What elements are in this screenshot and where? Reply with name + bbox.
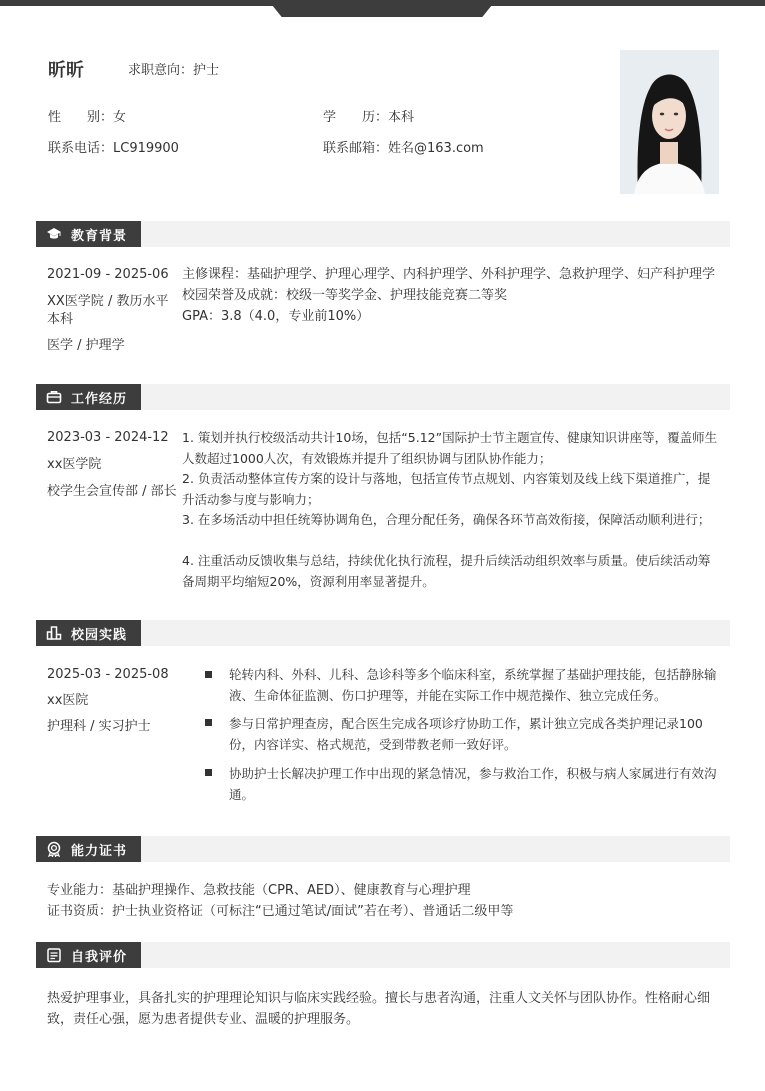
section-header-self (36, 942, 730, 968)
campus-role: 护理科 / 实习护士 (47, 719, 151, 734)
campus-item: 协助护士长解决护理工作中出现的紧急情况，参与救治工作，积极与病人家属进行有效沟通。 (229, 766, 717, 802)
section-tab-self (36, 942, 141, 968)
section-title-work: 工作经历 (71, 391, 128, 407)
award-badge-icon (46, 841, 62, 857)
education-major: 医学 / 护理学 (47, 338, 125, 353)
section-header-work (36, 384, 730, 410)
section-title-education: 教育背景 (71, 228, 128, 244)
candidate-name: 昕昕 (48, 60, 84, 81)
gender-field: 性 别：女 (48, 110, 127, 125)
section-title-self: 自我评价 (71, 949, 128, 965)
section-tab-skills (36, 836, 141, 862)
section-tab-campus (36, 620, 141, 646)
section-header-education (36, 221, 730, 247)
education-level-field: 学 历：本科 (323, 110, 415, 125)
education-courses: 主修课程：基础护理学、护理心理学、内科护理学、外科护理学、急救护理学、妇产科护理学 (182, 267, 716, 282)
section-header-campus (36, 620, 730, 646)
work-date: 2023-03 - 2024-12 (47, 430, 169, 445)
campus-item: 轮转内科、外科、儿科、急诊科等多个临床科室，系统掌握了基础护理技能，包括静脉输液、生命体征监测、伤口护理等，并能在实际工作中规范操作、独立完成任务。 (229, 667, 717, 703)
section-title-campus: 校园实践 (71, 627, 128, 643)
education-school: XX医学院 / 教历水平 (47, 294, 169, 309)
skills-certificates: 证书资质：护士执业资格证（可标注“已通过笔试/面试”若在考）、普通话二级甲等 (47, 904, 514, 919)
phone-field: 联系电话：LC919900 (48, 141, 179, 156)
email-field: 联系邮箱：姓名@163.com (323, 141, 484, 156)
bullet-marker (205, 769, 212, 776)
work-item: 1. 策划并执行校级活动共计10场，包括“5.12”国际护士节主题宣传、健康知识讲座等，覆盖师生人数超过1000人次，有效锻炼并提升了组织协调与团队协作能力； (182, 430, 718, 466)
section-title-skills: 能力证书 (71, 843, 128, 859)
work-role: 校学生会宣传部 / 部长 (47, 484, 177, 499)
education-date: 2021-09 - 2025-06 (47, 267, 169, 282)
campus-item: 参与日常护理查房，配合医生完成各项诊疗协助工作，累计独立完成各类护理记录100份，内容详实、格式规范，受到带教老师一致好评。 (229, 716, 703, 752)
podium-icon (46, 625, 62, 641)
graduation-cap-icon (46, 226, 62, 242)
portrait-image (620, 50, 719, 194)
bullet-marker (205, 719, 212, 726)
bullet-marker (205, 671, 212, 678)
section-tab-education (36, 221, 141, 247)
job-objective: 求职意向：护士 (128, 63, 220, 78)
section-header-skills (36, 836, 730, 862)
profile-photo (620, 50, 719, 194)
section-tab-work (36, 384, 141, 410)
work-organization: xx医学院 (47, 457, 102, 472)
self-evaluation-text: 热爱护理事业，具备扎实的护理理论知识与临床实践经验。擅长与患者沟通，注重人文关怀与团队协作。性格耐心细致，责任心强，愿为患者提供专业、温暖的护理服务。 (47, 991, 711, 1027)
campus-date: 2025-03 - 2025-08 (47, 667, 169, 682)
education-honors: 校园荣誉及成就：校级一等奖学金、护理技能竞赛二等奖 (182, 288, 508, 303)
work-item: 3. 在多场活动中担任统筹协调角色，合理分配任务，确保各环节高效衔接，保障活动顺利进行； (182, 512, 711, 527)
campus-organization: xx医院 (47, 693, 89, 708)
skills-professional: 专业能力：基础护理操作、急救技能（CPR、AED）、健康教育与心理护理 (47, 883, 471, 898)
work-item: 4. 注重活动反馈收集与总结，持续优化执行流程，提升后续活动组织效率与质量。使后续活动筹备周期平均缩短20%，资源利用率显著提升。 (182, 553, 711, 589)
notepad-icon (46, 947, 62, 963)
briefcase-icon (46, 389, 62, 405)
education-degree: 本科 (47, 312, 74, 327)
education-gpa: GPA：3.8（4.0，专业前10%） (182, 309, 370, 324)
work-item: 2. 负责活动整体宣传方案的设计与落地，包括宣传节点规划、内容策划及线上线下渠道推广，提升活动参与度与影响力； (182, 471, 711, 507)
top-decoration-tab (268, 0, 496, 17)
